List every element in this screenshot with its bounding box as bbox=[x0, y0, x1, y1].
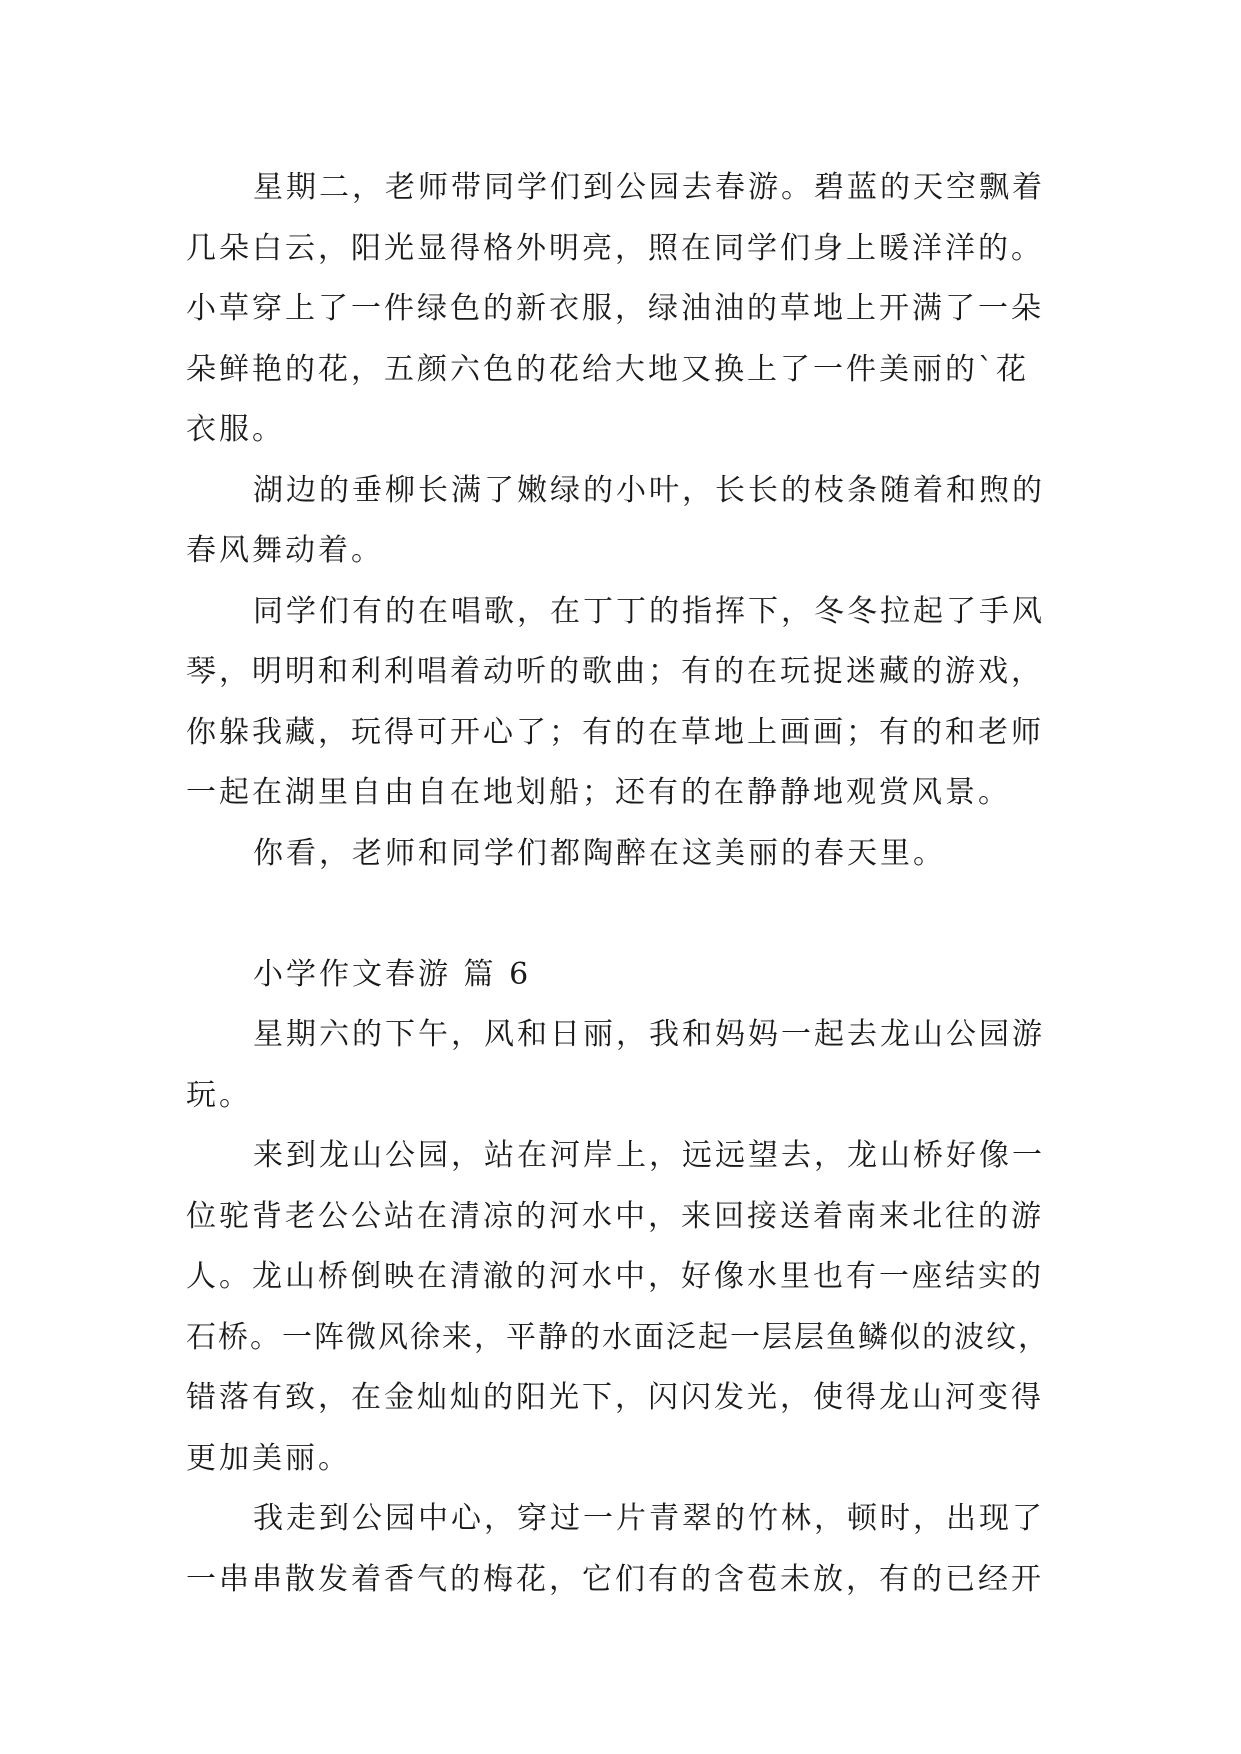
document-page bbox=[186, 158, 1056, 1610]
paragraph-line: 琴，明明和利利唱着动听的歌曲；有的在玩捉迷藏的游戏， bbox=[186, 654, 1044, 689]
paragraph-line: 更加美丽。 bbox=[186, 1440, 351, 1476]
paragraph-line: 我走到公园中心，穿过一片青翠的竹林，顿时，出现了 bbox=[253, 1501, 1045, 1536]
paragraph-line: 位驼背老公公站在清凉的河水中，来回接送着南来北往的游 bbox=[186, 1198, 1044, 1234]
paragraph-line: 错落有致，在金灿灿的阳光下，闪闪发光，使得龙山河变得 bbox=[186, 1380, 1044, 1415]
paragraph-line: 朵鲜艳的花，五颜六色的花给大地又换上了一件美丽的`花 bbox=[186, 351, 1029, 387]
paragraph-line: 小草穿上了一件绿色的新衣服，绿油油的草地上开满了一朵 bbox=[186, 291, 1044, 326]
paragraph-line: 春风舞动着。 bbox=[186, 533, 384, 568]
section-heading: 小学作文春游 篇 6 bbox=[253, 956, 532, 992]
paragraph-line: 人。龙山桥倒映在清澈的河水中，好像水里也有一座结实的 bbox=[186, 1259, 1044, 1294]
paragraph-line: 你躲我藏，玩得可开心了；有的在草地上画画；有的和老师 bbox=[186, 714, 1044, 750]
paragraph-line: 玩。 bbox=[186, 1077, 252, 1113]
paragraph-line: 一串串散发着香气的梅花，它们有的含苞未放，有的已经开 bbox=[186, 1561, 1044, 1597]
paragraph-line: 你看，老师和同学们都陶醉在这美丽的春天里。 bbox=[253, 835, 946, 871]
paragraph-line: 星期六的下午，风和日丽，我和妈妈一起去龙山公园游 bbox=[253, 1017, 1045, 1052]
paragraph-line: 湖边的垂柳长满了嫩绿的小叶，长长的枝条随着和煦的 bbox=[253, 472, 1045, 508]
section-gap bbox=[186, 884, 1056, 945]
paragraph-line: 石桥。一阵微风徐来，平静的水面泛起一层层鱼鳞似的波纹， bbox=[186, 1319, 1050, 1355]
paragraph-line: 星期二，老师带同学们到公园去春游。碧蓝的天空飘着 bbox=[253, 170, 1045, 205]
paragraph-line: 来到龙山公园，站在河岸上，远远望去，龙山桥好像一 bbox=[253, 1138, 1045, 1173]
paragraph-line: 同学们有的在唱歌，在丁丁的指挥下，冬冬拉起了手风 bbox=[253, 593, 1045, 629]
paragraph-line: 几朵白云，阳光显得格外明亮，照在同学们身上暖洋洋的。 bbox=[186, 230, 1044, 266]
paragraph-line: 衣服。 bbox=[186, 412, 285, 447]
paragraph-line: 一起在湖里自由自在地划船；还有的在静静地观赏风景。 bbox=[186, 775, 1011, 810]
